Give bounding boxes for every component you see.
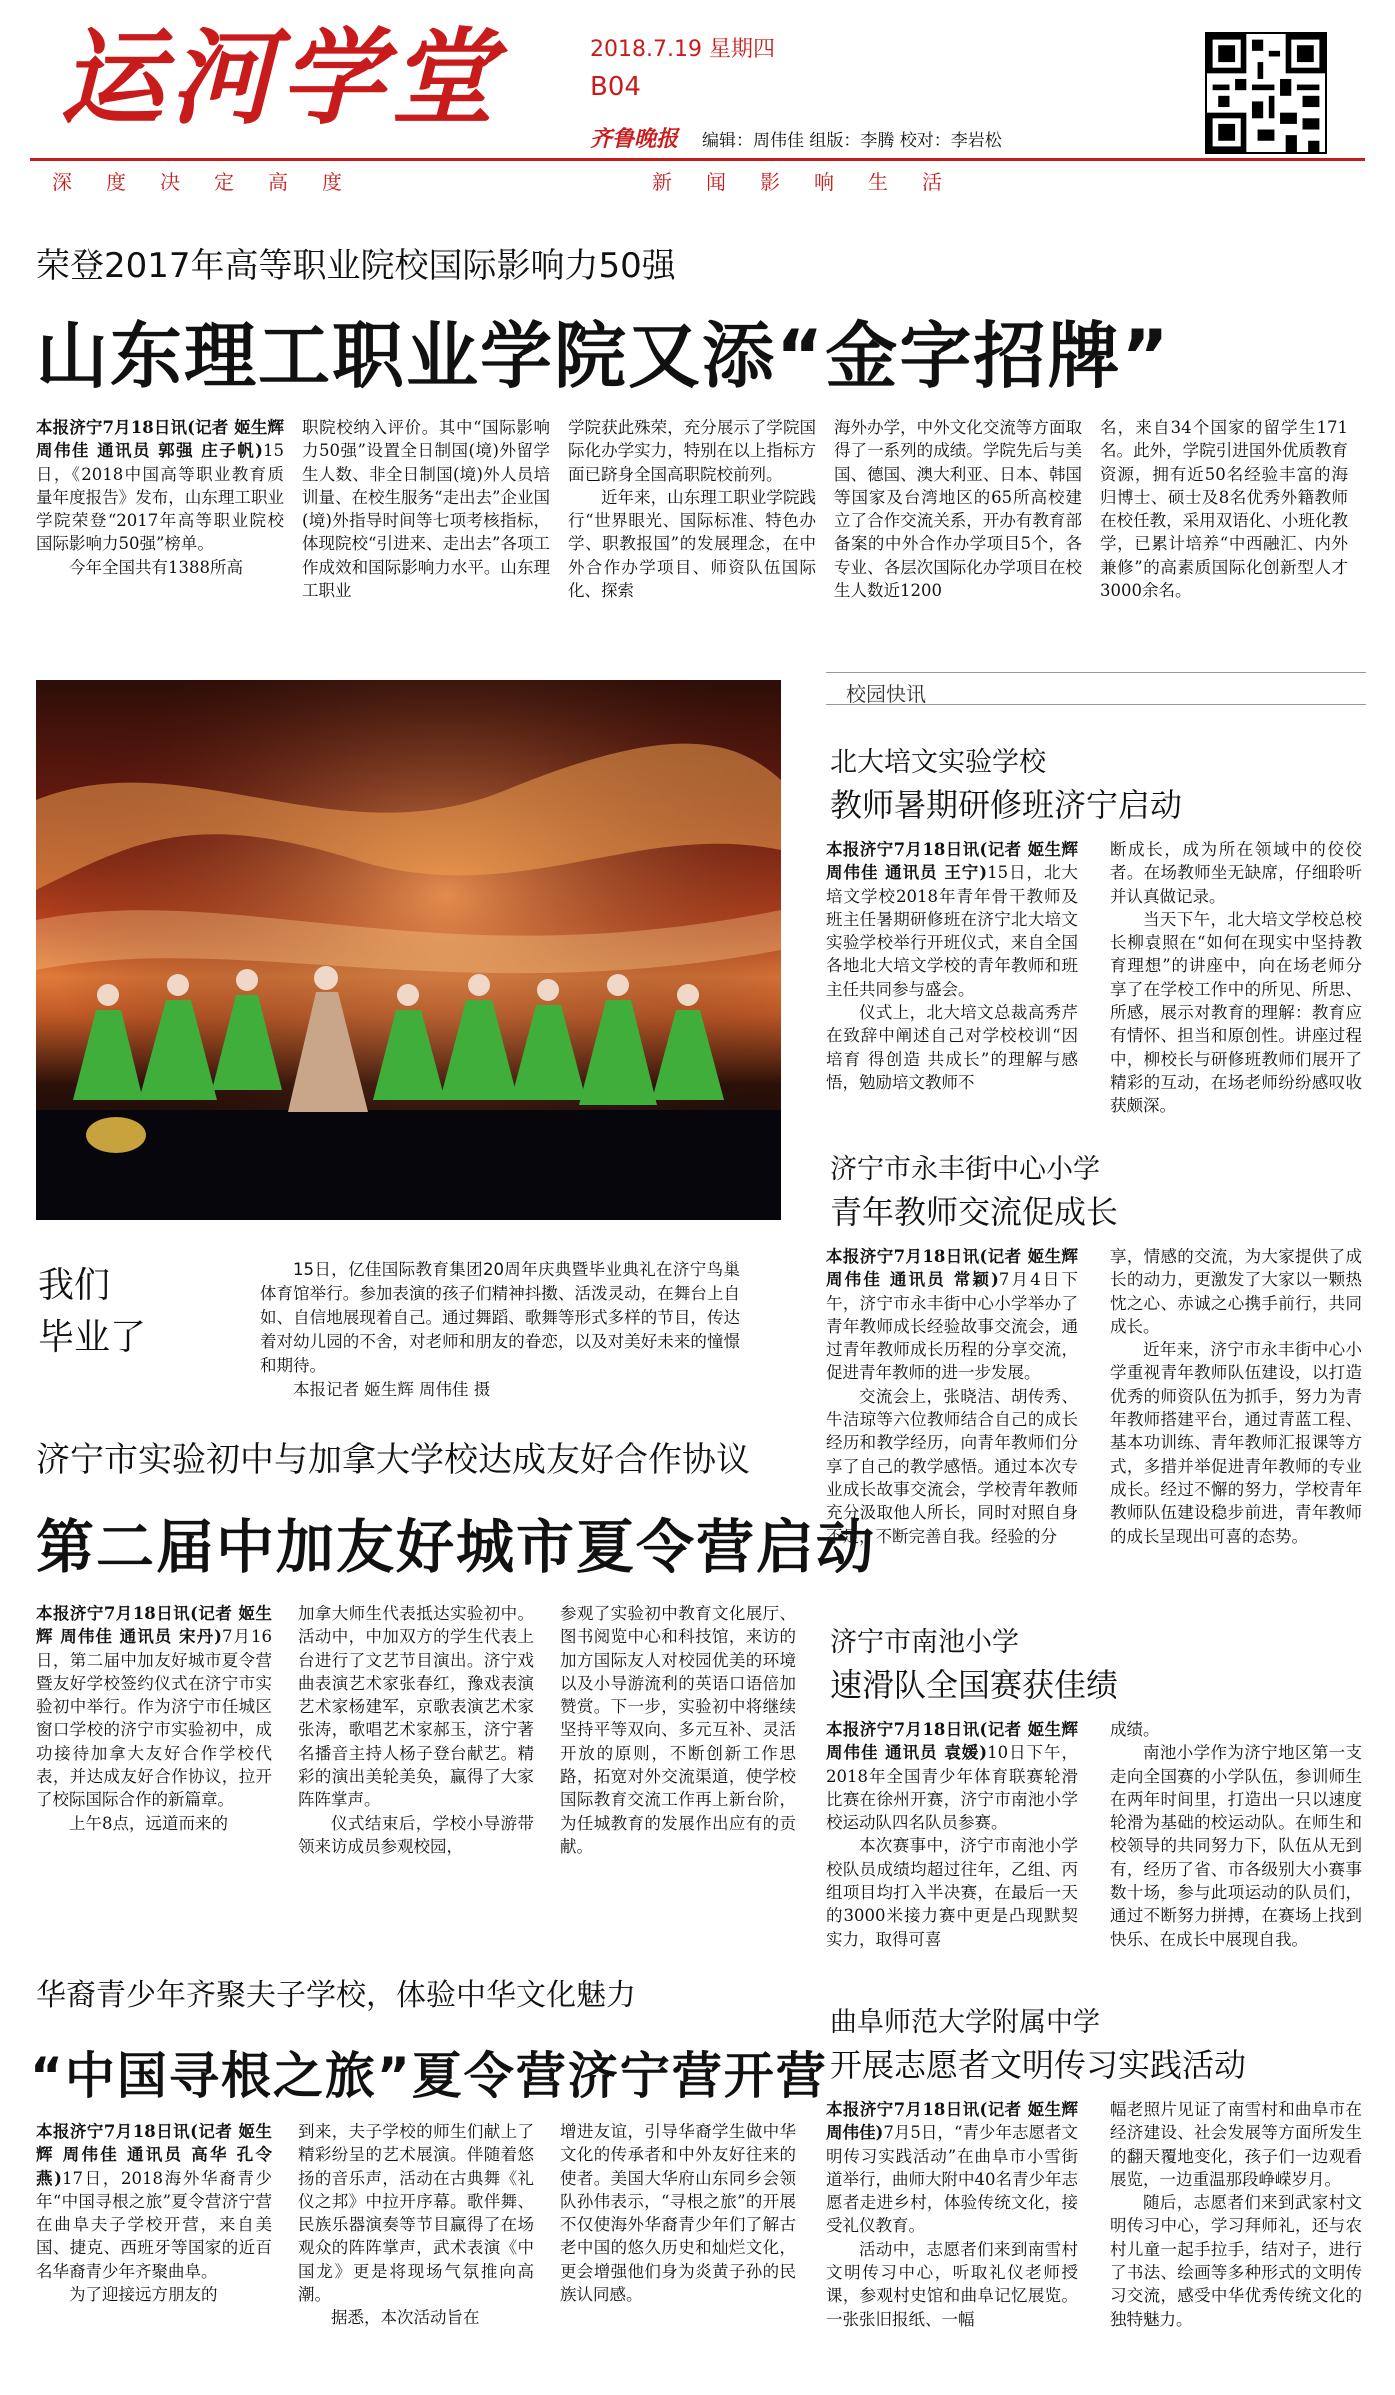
article1-col2: 职院校纳入评价。其中“国际影响力50强”设置全日制国(境)外留学生人数、非全日制国(境)外人员培训量、在校生服务“走出去”企业国(境)外指导时间等七项考核指标，体现院校“引进来、走出去”各项工作成效和国际影响力水平。山东理工职业 (302, 418, 550, 601)
item1-title2: 教师暑期研修班济宁启动 (830, 786, 1183, 824)
page-number: B04 (590, 72, 641, 102)
item2-title1: 济宁市永丰街中心小学 (830, 1154, 1100, 1185)
staff-credits: 编辑：周伟佳 组版：李腾 校对：李岩松 (702, 131, 1002, 151)
item1-title1: 北大培文实验学校 (830, 747, 1046, 778)
sidebar-rule (826, 672, 1366, 673)
graduation-photo (36, 680, 781, 1220)
qr-code-icon (1205, 32, 1327, 154)
article1-kicker: 荣登2017年高等职业院校国际影响力50强 (36, 246, 676, 286)
article2-col1: 本报济宁7月18日讯(记者 姬生辉 周伟佳 通讯员 宋丹)7月16日，第二届中加友好城市夏令营暨友好学校签约仪式在济宁市实验初中举行。作为济宁市任城区窗口学校的济宁市实验初中，成功接待加拿大友好合作学校代表，并达成友好合作协议，拉开了校际国际合作的新篇章。 上午8点，远道而来的 (36, 1604, 272, 1833)
item4-col1: 本报济宁7月18日讯(记者 姬生辉 周伟佳)7月5日，“青少年志愿者文明传习实践活动”在曲阜市小雪街道举行，曲师大附中40名青少年志愿者走进乡村，体验传统文化，接受礼仪教育。 活动中，志愿者们来到南雪村文明传习中心，听取礼仪老师授课，参观村史馆和曲阜记忆展览。一张张旧报纸、一幅 (826, 2100, 1078, 2329)
item2-col1: 本报济宁7月18日讯(记者 姬生辉 周伟佳 通讯员 常颖)7月4日下午，济宁市永丰街中心小学举办了青年教师成长经验故事交流会，通过青年教师成长历程的分享交流，促进青年教师的进一步发展。 交流会上，张晓洁、胡传秀、牛洁琼等六位教师结合自己的成长经历和教学经历，向青年教师们分享了自己的教学感悟。通过本次专业成长故事交流会，学校青年教师充分汲取他人所长，同时对照自身不足，不断完善自我。经验的分 (826, 1247, 1079, 1546)
masthead-rule (30, 158, 1365, 161)
article1-col4: 海外办学，中外文化交流等方面取得了一系列的成绩。学院先后与美国、德国、澳大利亚、日本、韩国等国家及台湾地区的65所高校建立了合作交流关系，开办有教育部备案的中外合作办学项目5个，各专业、各层次国际化办学项目在校生人数近1200 (834, 418, 1082, 601)
item3-col1: 本报济宁7月18日讯(记者 姬生辉 周伟佳 通讯员 袁媛)10日下午，2018年全国青少年体育联赛轮滑比赛在徐州开赛，济宁市南池小学校运动队四名队员参赛。 本次赛事中，济宁市南池小学校队员成绩均超过往年，乙组、丙组项目均打入半决赛，在最后一天的3000米接力赛中更是凸现默契实力，取得可喜 (826, 1720, 1079, 1949)
photo-caption: 15日，亿佳国际教育集团20周年庆典暨毕业典礼在济宁鸟巢体育馆举行。参加表演的孩子们精神抖擞、活泼灵动，在舞台上自如、自信地展现着自己。通过舞蹈、歌舞等形式多样的节目，传达着对幼儿园的不舍，对老师和朋友的眷恋，以及对美好未来的憧憬和期待。 本报记者 姬生辉 周伟佳 摄 (260, 1258, 740, 1402)
paper-name: 齐鲁晚报 (590, 127, 679, 152)
item4-title1: 曲阜师范大学附属中学 (830, 2007, 1100, 2038)
item1-col1: 本报济宁7月18日讯(记者 姬生辉 周伟佳 通讯员 王宁)15日，北大培文学校2018年青年骨干教师及班主任暑期研修班在济宁北大培文实验学校举行开班仪式，来自全国各地北大培文学校的青年教师和班主任共同参与盛会。 仪式上，北大培文总裁高秀芹在致辞中阐述自己对学校校训“因培育 得创造 共成长”的理解与感悟，勉励培文教师不 (826, 840, 1079, 1092)
item1-col2: 断成长，成为所在领域中的佼佼者。在场教师坐无缺席，仔细聆听并认真做记录。 当天下午，北大培文学校总校长柳袁照在“如何在现实中坚持教育理想”的讲座中，向在场老师分享了在学校工作中的所见、所思、所感，展示对教育的理解：教育应有情怀、担当和原创性。讲座过程中，柳校长与研修班教师们展开了精彩的互动，在场老师纷纷感叹收获颇深。 (1110, 840, 1362, 1116)
masthead-title: 运河学堂 (60, 16, 501, 139)
photo-caption-title: 我们 毕业了 (38, 1265, 147, 1358)
photo-credit: 本报记者 姬生辉 周伟佳 摄 (293, 1380, 491, 1399)
item4-title2: 开展志愿者文明传习实践活动 (830, 2046, 1247, 2084)
article3-col2: 到来，夫子学校的师生们献上了精彩纷呈的艺术展演。伴随着悠扬的音乐声，活动在古典舞《礼仪之邦》中拉开序幕。歌伴舞、民族乐器演奏等节目赢得了在场观众的阵阵掌声，武术表演《中国龙》更是将现场气氛推向高潮。 据悉，本次活动旨在 (298, 2122, 534, 2328)
item3-title1: 济宁市南池小学 (830, 1627, 1019, 1658)
item3-title2: 速滑队全国赛获佳绩 (830, 1666, 1119, 1704)
article2-col3: 参观了实验初中教育文化展厅、图书阅览中心和科技馆，来访的加方国际友人对校园优美的环境以及小导游流利的英语口语倍加赞赏。下一步，实验初中将继续坚持平等双向、多元互补、灵活开放的原则，不断创新工作思路，拓宽对外交流渠道，使学校国际教育交流工作再上新台阶，为任城教育的发展作出应有的贡献。 (560, 1604, 796, 1856)
article3-kicker: 华裔青少年齐聚夫子学校，体验中华文化魅力 (36, 1978, 636, 2013)
slogan-left: 深度决定高度 (52, 170, 376, 194)
sidebar-label: 校园快讯 (846, 682, 926, 706)
issue-date: 2018.7.19 星期四 (590, 37, 775, 62)
item2-col2: 享，情感的交流，为大家提供了成长的动力，更激发了大家以一颗热忱之心、赤诚之心携手前行，共同成长。 近年来，济宁市永丰街中心小学重视青年教师队伍建设，以打造优秀的师资队伍为抓手，努力为青年教师搭建平台，通过青蓝工程、基本功训练、青年教师汇报课等方式，多措并举促进青年教师的专业成长。经过不懈的努力，学校青年教师队伍建设稳步前进，青年教师的成长呈现出可喜的态势。 (1110, 1247, 1362, 1546)
article2-col2: 加拿大师生代表抵达实验初中。活动中，中加双方的学生代表上台进行了文艺节目演出。济宁戏曲表演艺术家张春红，豫戏表演艺术家杨建军，京歌表演艺术家张涛，歌唱艺术家郝玉，济宁著名播音主持人杨子登台献艺。精彩的演出美轮美奂，赢得了大家阵阵掌声。 仪式结束后，学校小导游带领来访成员参观校园， (298, 1604, 534, 1856)
item4-col2: 幅老照片见证了南雪村和曲阜市在经济建设、社会发展等方面所发生的翻天覆地变化，孩子们一边观看展览，一边重温那段峥嵘岁月。 随后，志愿者们来到武家村文明传习中心，学习拜师礼，还与农村儿童一起手拉手，结对子，进行了书法、绘画等多种形式的文明传习交流，感受中华优秀传统文化的独特魅力。 (1110, 2100, 1362, 2329)
item2-title2: 青年教师交流促成长 (830, 1193, 1119, 1231)
article2-dateline: 本报济宁7月18日讯(记者 姬生辉 周伟佳 通讯员 宋丹) (36, 1604, 272, 1647)
article3-col1: 本报济宁7月18日讯(记者 姬生辉 周伟佳 通讯员 高华 孔令燕)17日，2018海外华裔青少年“中国寻根之旅”夏令营济宁营在曲阜夫子学校开营，来自美国、捷克、西班牙等国家的近百名华裔青少年齐聚曲阜。 为了迎接远方朋友的 (36, 2122, 272, 2305)
article1-col1: 本报济宁7月18日讯(记者 姬生辉 周伟佳 通讯员 郭强 庄子帆)15日，《2018中国高等职业教育质量年度报告》发布，山东理工职业学院荣登“2017年高等职业院校国际影响力50强”榜单。 今年全国共有1388所高 (36, 418, 284, 577)
article1-headline: 山东理工职业学院又添“金字招牌” (36, 314, 1171, 398)
article3-col3: 增进友谊，引导华裔学生做中华文化的传承者和中外友好往来的使者。美国大华府山东同乡会领队孙伟表示，“寻根之旅”的开展不仅使海外华裔青少年们了解古老中国的悠久历史和灿烂文化，更会增强他们身为炎黄子孙的民族认同感。 (560, 2122, 796, 2305)
sidebar-header (826, 678, 1366, 705)
article1-dateline: 本报济宁7月18日讯(记者 姬生辉 周伟佳 通讯员 郭强 庄子帆) (36, 418, 284, 461)
article1-col5: 名，来自34个国家的留学生171名。此外，学院引进国外优质教育资源，拥有近50名经验丰富的海归博士、硕士及8名优秀外籍教师在校任教，采用双语化、小班化教学，已累计培养“中西融汇、内外兼修”的高素质国际化创新型人才3000余名。 (1100, 418, 1348, 601)
article1-col3: 学院获此殊荣，充分展示了学院国际化办学实力，特别在以上指标方面已跻身全国高职院校前列。 近年来，山东理工职业学院践行“世界眼光、国际标准、特色办学、职教报国”的发展理念，在中外合作办学项目、师资队伍国际化、探索 (568, 418, 816, 601)
article2-kicker: 济宁市实验初中与加拿大学校达成友好合作协议 (36, 1440, 750, 1480)
article2-headline: 第二届中加友好城市夏令营启动 (36, 1513, 877, 1581)
item3-col2: 成绩。 南池小学作为济宁地区第一支走向全国赛的小学队伍，参训师生在两年时间里，打造出一只以速度轮滑为基础的校运动队。在师生和校领导的共同努力下，队伍从无到有，经历了省、市各级别大小赛事数十场，参与此项运动的队员们，通过不断努力拼搏，在赛场上找到快乐、在成长中展现自我。 (1110, 1720, 1362, 1949)
slogan-right: 新闻影响生活 (652, 170, 976, 194)
article3-dateline: 本报济宁7月18日讯(记者 姬生辉 周伟佳 通讯员 高华 孔令燕) (36, 2122, 272, 2188)
article3-headline: “中国寻根之旅”夏令营济宁营开营 (30, 2047, 828, 2105)
